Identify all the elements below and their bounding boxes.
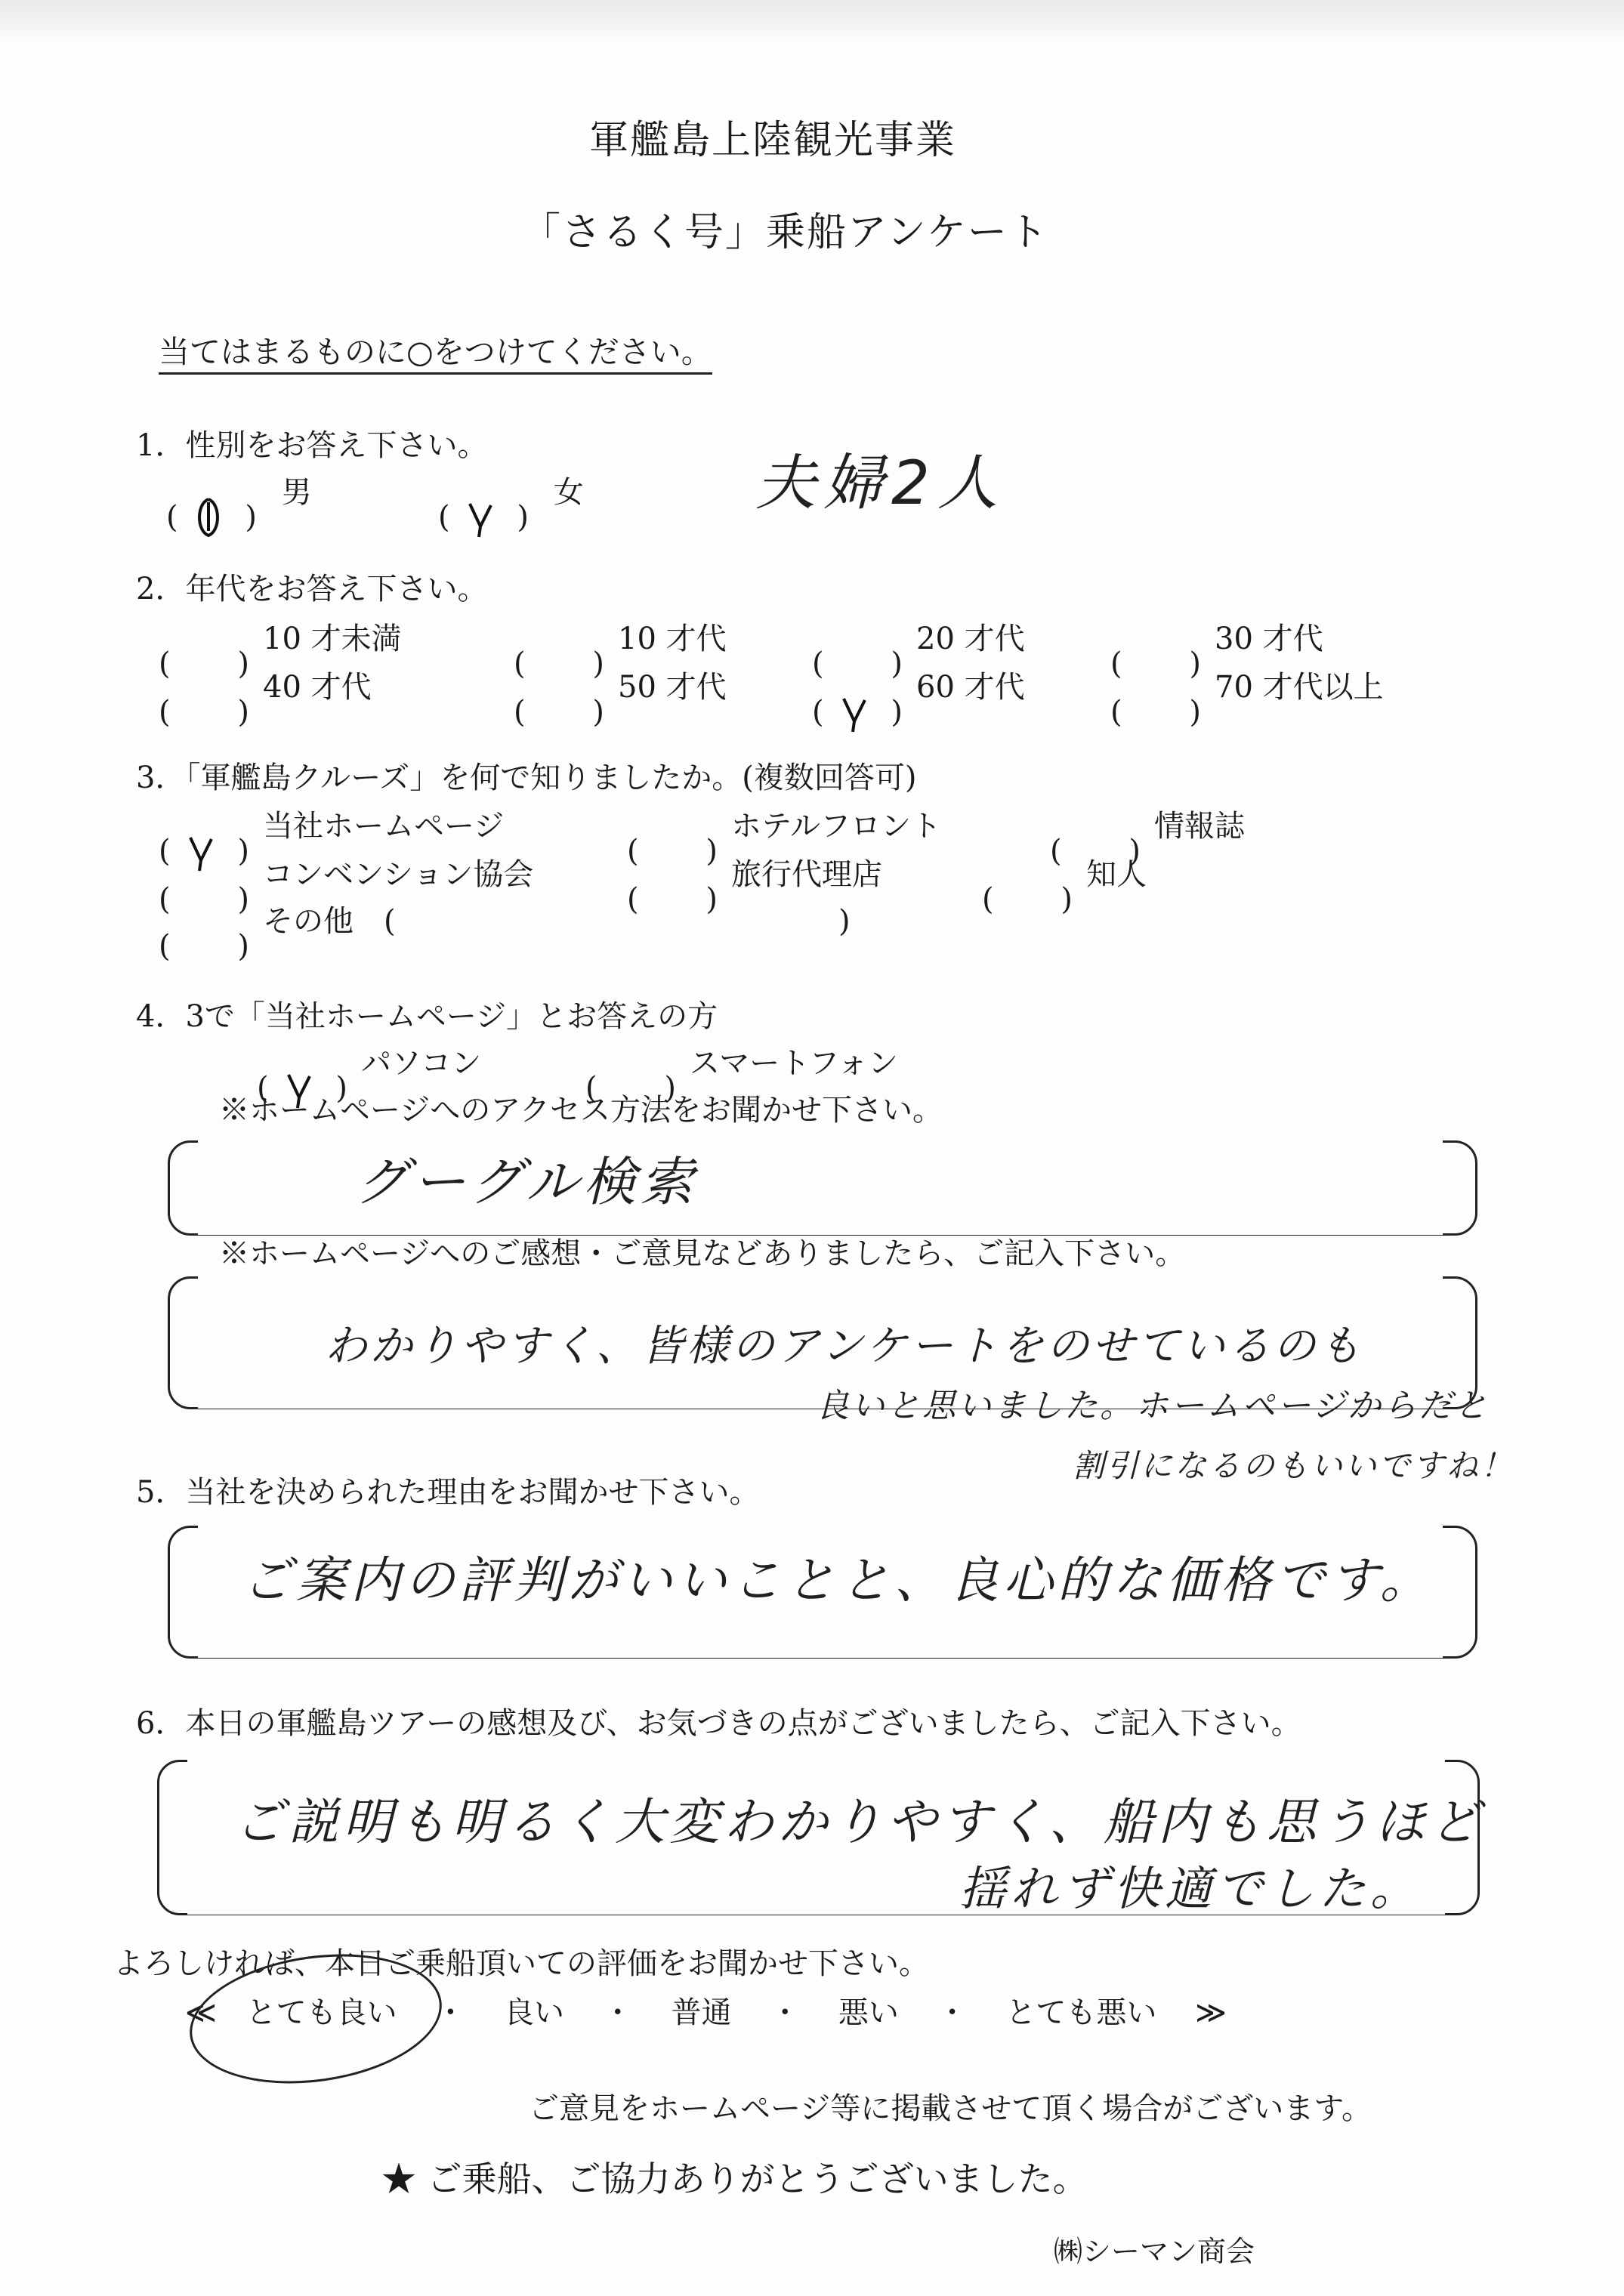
rating-option: 悪い	[838, 1995, 899, 2030]
q1-label: 1．性別をお答え下さい。	[136, 428, 488, 463]
survey-title: 軍艦島上陸観光事業	[589, 118, 957, 163]
q3-option: 知人	[1086, 857, 1147, 892]
q4-option-smartphone: スマートフォン	[690, 1046, 898, 1081]
q3-option-other: その他 (	[263, 904, 396, 939]
q1-option-female: 女	[438, 477, 584, 508]
handwritten-impression-line: わかりやすく、皆様のアンケートをのせているのも	[325, 1322, 1364, 1371]
handwritten-check-mark	[838, 691, 871, 733]
rating-separator: ・	[770, 1995, 801, 2030]
publication-note: ご意見をホームページ等に掲載させて頂く場合がございます。	[529, 2091, 1372, 2126]
q3-option: コンベンション協会	[263, 857, 534, 892]
thanks-message: ★ ご乗船、ご協力ありがとうございました。	[381, 2159, 1088, 2199]
rating-option: とても悪い	[1005, 1995, 1157, 2030]
rating-separator: ・	[602, 1995, 633, 2030]
company-name: ㈱シーマン商会	[1054, 2235, 1255, 2268]
q4-access-prompt: ※ホームページへのアクセス方法をお聞かせ下さい。	[219, 1093, 943, 1128]
handwritten-reason: ご案内の評判がいいことと、良心的な価格です。	[242, 1551, 1434, 1609]
q3-option: ホテルフロント	[731, 809, 941, 844]
q2-option: 10 才未満	[263, 622, 402, 656]
rating-separator: ・	[435, 1995, 466, 2030]
handwritten-impression-line: 良いと思いました。ホームページからだと	[816, 1387, 1490, 1425]
q3-label: 3．「軍艦島クルーズ」を何で知りましたか。(複数回答可)	[136, 761, 917, 795]
q4-option-pc: パソコン	[257, 1048, 481, 1079]
q5-label: 5．当社を決められた理由をお聞かせ下さい。	[136, 1475, 760, 1510]
handwritten-impression-line: 割引になるのもいいですね！	[1073, 1447, 1515, 1484]
handwritten-q1-note: 夫婦2人	[755, 448, 1005, 518]
q2-option: 30 才代	[1215, 622, 1323, 656]
handwritten-access-answer: グーグル検索	[355, 1151, 698, 1213]
q2-option-selected: 60 才代	[812, 672, 1025, 702]
q4-label: 4．3で「当社ホームページ」とお答えの方	[136, 999, 718, 1034]
q2-option: 10 才代	[618, 622, 727, 656]
handwritten-check-mark	[464, 496, 497, 539]
handwritten-tour-line: 揺れず快適でした。	[959, 1861, 1422, 1916]
q3-option: 旅行代理店	[731, 857, 882, 892]
q2-option: 20 才代	[916, 622, 1025, 656]
rating-close: ≫	[1195, 1995, 1227, 2030]
q4-impression-prompt: ※ホームページへのご感想・ご意見などありましたら、ご記入下さい。	[219, 1236, 1186, 1271]
q6-label: 6．本日の軍艦島ツアーの感想及び、お気づきの点がございましたら、ご記入下さい。	[136, 1706, 1301, 1741]
instruction: 当てはまるものに○をつけてください。	[159, 337, 712, 375]
rating-open: ≪	[185, 1995, 217, 2030]
survey-subtitle: 「さるく号」乗船アンケート	[521, 210, 1049, 255]
q2-label: 2．年代をお答え下さい。	[136, 572, 488, 606]
handwritten-circle-mark	[192, 496, 225, 539]
rating-option: 良い	[504, 1995, 565, 2030]
rating-option: 普通	[671, 1995, 732, 2030]
scan-edge-shadow	[0, 0, 1624, 45]
rating-option: とても良い	[245, 1995, 397, 2030]
q3-option-selected: 当社ホームページ	[159, 811, 504, 841]
q1-option-male: 男	[166, 477, 312, 508]
q2-option: 70 才代以上	[1215, 670, 1384, 705]
handwritten-tour-line: ご説明も明るく大変わかりやすく、船内も思うほど	[234, 1793, 1484, 1851]
rating-separator: ・	[937, 1995, 968, 2030]
rating-prompt: よろしければ、本日ご乗船頂いての評価をお聞かせ下さい。	[113, 1946, 929, 1981]
q2-option: 40 才代	[263, 670, 372, 705]
q2-option: 50 才代	[618, 670, 727, 705]
q3-other-close: )	[838, 904, 851, 939]
q3-option: 情報誌	[1154, 809, 1245, 844]
